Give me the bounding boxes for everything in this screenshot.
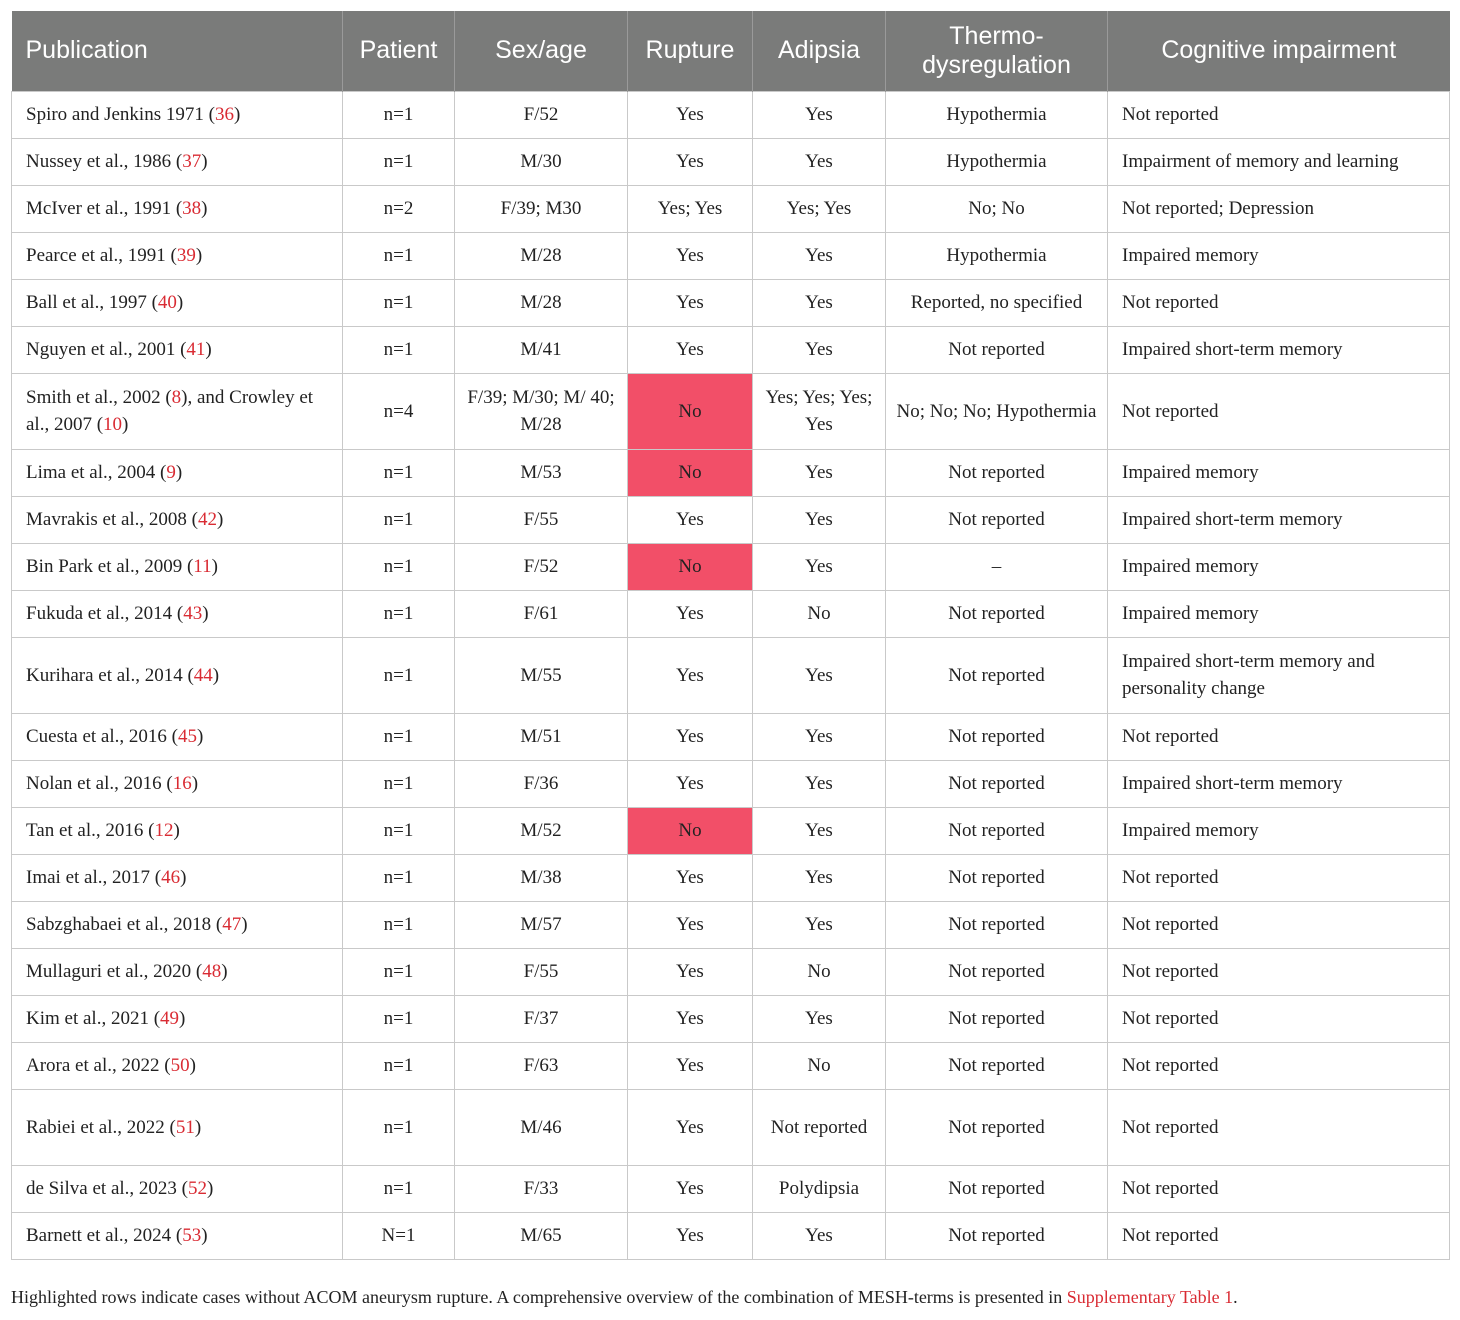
publication-text: Pearce et al., 1991 ( bbox=[26, 245, 177, 266]
cell-cognitive-impairment: Impaired short-term memory and personality change bbox=[1108, 637, 1450, 713]
publication-text: Fukuda et al., 2014 ( bbox=[26, 603, 184, 624]
table-body bbox=[12, 91, 1450, 1259]
cell-sex-age: M/41 bbox=[455, 326, 628, 373]
cell-cognitive-impairment: Impaired memory bbox=[1108, 590, 1450, 637]
publication-text: ) bbox=[175, 462, 183, 483]
cell-adipsia: Yes bbox=[753, 91, 886, 138]
cell-publication bbox=[12, 760, 343, 807]
cell-cognitive-impairment: Impaired memory bbox=[1108, 232, 1450, 279]
publication-text: Smith et al., 2002 ( bbox=[26, 387, 172, 408]
cell-thermodysregulation: Not reported bbox=[886, 449, 1108, 496]
cell-sex-age: M/51 bbox=[455, 713, 628, 760]
cell-publication bbox=[12, 901, 343, 948]
publication-text: ) bbox=[191, 773, 199, 794]
reference-link[interactable]: 47 bbox=[222, 914, 242, 935]
cell-thermodysregulation: No; No bbox=[886, 185, 1108, 232]
table-row bbox=[12, 995, 1450, 1042]
publication-text: ) bbox=[221, 961, 228, 982]
publication-text: ) bbox=[211, 556, 218, 577]
cell-cognitive-impairment: Impaired memory bbox=[1108, 807, 1450, 854]
header-publication: Publication bbox=[12, 11, 343, 91]
cell-publication bbox=[12, 948, 343, 995]
cell-patient: n=1 bbox=[343, 637, 455, 713]
publication-text: Bin Park et al., 2009 ( bbox=[26, 556, 194, 577]
cell-publication bbox=[12, 373, 343, 449]
cell-rupture: No bbox=[628, 807, 753, 854]
publication-text: Arora et al., 2022 ( bbox=[26, 1055, 171, 1076]
cell-sex-age: M/28 bbox=[455, 232, 628, 279]
cell-rupture: Yes bbox=[628, 91, 753, 138]
table-row bbox=[12, 185, 1450, 232]
cell-cognitive-impairment: Impaired short-term memory bbox=[1108, 760, 1450, 807]
cell-adipsia: Yes bbox=[753, 995, 886, 1042]
publication-text: de Silva et al., 2023 ( bbox=[26, 1178, 188, 1199]
publication-text: Spiro and Jenkins 1971 ( bbox=[26, 104, 215, 125]
cell-publication bbox=[12, 1212, 343, 1259]
cell-rupture: Yes bbox=[628, 713, 753, 760]
cell-patient: n=1 bbox=[343, 138, 455, 185]
publication-text: Kim et al., 2021 ( bbox=[26, 1008, 161, 1029]
cell-rupture: Yes bbox=[628, 326, 753, 373]
reference-link[interactable]: 41 bbox=[186, 339, 206, 360]
table-header bbox=[12, 11, 1450, 91]
cell-rupture: Yes bbox=[628, 496, 753, 543]
cell-thermodysregulation: Not reported bbox=[886, 1042, 1108, 1089]
cell-sex-age: M/65 bbox=[455, 1212, 628, 1259]
cell-adipsia: Yes; Yes bbox=[753, 185, 886, 232]
publication-text: Rabiei et al., 2022 ( bbox=[26, 1116, 176, 1138]
table-row bbox=[12, 279, 1450, 326]
publication-text: Cuesta et al., 2016 ( bbox=[26, 726, 178, 747]
cell-publication bbox=[12, 185, 343, 232]
reference-link[interactable]: 48 bbox=[202, 961, 222, 982]
table-row bbox=[12, 449, 1450, 496]
cell-cognitive-impairment: Not reported bbox=[1108, 713, 1450, 760]
cell-publication bbox=[12, 807, 343, 854]
cell-sex-age: M/46 bbox=[455, 1089, 628, 1165]
cell-patient: n=2 bbox=[343, 185, 455, 232]
reference-link[interactable]: 52 bbox=[188, 1178, 207, 1199]
cell-publication bbox=[12, 713, 343, 760]
publication-text: ) bbox=[212, 664, 220, 686]
cell-thermodysregulation: Not reported bbox=[886, 326, 1108, 373]
cell-cognitive-impairment: Impaired short-term memory bbox=[1108, 496, 1450, 543]
reference-link[interactable]: 50 bbox=[170, 1055, 190, 1076]
reference-link[interactable]: 46 bbox=[161, 867, 181, 888]
publication-text: Mavrakis et al., 2008 ( bbox=[26, 509, 199, 530]
reference-link[interactable]: 37 bbox=[182, 151, 202, 172]
cell-rupture: No bbox=[628, 543, 753, 590]
publication-text: McIver et al., 1991 ( bbox=[26, 198, 183, 219]
cell-thermodysregulation: Not reported bbox=[886, 807, 1108, 854]
cell-cognitive-impairment: Impaired memory bbox=[1108, 543, 1450, 590]
cell-rupture: Yes bbox=[628, 1089, 753, 1165]
cell-adipsia: Yes bbox=[753, 1212, 886, 1259]
reference-link[interactable]: 42 bbox=[198, 509, 218, 530]
cell-adipsia: Yes bbox=[753, 543, 886, 590]
table-row bbox=[12, 637, 1450, 713]
cell-sex-age: F/39; M/30; M/ 40; M/28 bbox=[455, 373, 628, 449]
cell-sex-age: F/33 bbox=[455, 1165, 628, 1212]
cell-rupture: Yes bbox=[628, 637, 753, 713]
publication-text: ) bbox=[241, 914, 248, 935]
cell-adipsia: Yes bbox=[753, 760, 886, 807]
table-row bbox=[12, 854, 1450, 901]
cell-patient: n=1 bbox=[343, 279, 455, 326]
cell-thermodysregulation: Hypothermia bbox=[886, 232, 1108, 279]
header-row bbox=[12, 11, 1450, 91]
cell-rupture: Yes bbox=[628, 1165, 753, 1212]
cell-thermodysregulation: Not reported bbox=[886, 901, 1108, 948]
publication-text: Sabzghabaei et al., 2018 ( bbox=[26, 914, 223, 935]
cell-thermodysregulation: No; No; No; Hypothermia bbox=[886, 373, 1108, 449]
table-row bbox=[12, 326, 1450, 373]
cell-sex-age: M/52 bbox=[455, 807, 628, 854]
publication-text: Imai et al., 2017 ( bbox=[26, 867, 162, 888]
reference-link[interactable]: 36 bbox=[214, 104, 234, 125]
cell-adipsia: Yes bbox=[753, 496, 886, 543]
publication-text: ) bbox=[173, 820, 180, 841]
reference-link[interactable]: 51 bbox=[175, 1116, 195, 1138]
header-adipsia: Adipsia bbox=[753, 11, 886, 91]
cell-thermodysregulation: Not reported bbox=[886, 637, 1108, 713]
header-sex-age: Sex/age bbox=[455, 11, 628, 91]
cell-adipsia: No bbox=[753, 1042, 886, 1089]
cell-thermodysregulation: – bbox=[886, 543, 1108, 590]
cell-patient: n=4 bbox=[343, 373, 455, 449]
publication-text: Kurihara et al., 2014 ( bbox=[26, 664, 194, 686]
cell-publication bbox=[12, 326, 343, 373]
cell-patient: n=1 bbox=[343, 807, 455, 854]
cell-adipsia: Yes; Yes; Yes; Yes bbox=[753, 373, 886, 449]
table-row bbox=[12, 590, 1450, 637]
cell-cognitive-impairment: Not reported bbox=[1108, 854, 1450, 901]
publication-text: ) bbox=[205, 339, 212, 360]
publication-text: ) bbox=[176, 292, 184, 313]
cell-publication bbox=[12, 637, 343, 713]
cell-cognitive-impairment: Not reported bbox=[1108, 995, 1450, 1042]
publication-text: ) bbox=[202, 603, 209, 624]
reference-link[interactable]: 43 bbox=[183, 603, 203, 624]
table-row bbox=[12, 91, 1450, 138]
cell-thermodysregulation: Not reported bbox=[886, 854, 1108, 901]
cell-patient: n=1 bbox=[343, 449, 455, 496]
table-row bbox=[12, 1042, 1450, 1089]
publication-text: ) bbox=[201, 1225, 208, 1246]
supplementary-table-link[interactable]: Supplementary Table 1 bbox=[1066, 1287, 1234, 1307]
cell-cognitive-impairment: Not reported bbox=[1108, 1042, 1450, 1089]
reference-link[interactable]: 11 bbox=[193, 556, 212, 577]
cell-thermodysregulation: Hypothermia bbox=[886, 138, 1108, 185]
cell-sex-age: M/38 bbox=[455, 854, 628, 901]
header-thermodysregulation: Thermo- dysregulation bbox=[886, 11, 1108, 91]
cell-patient: n=1 bbox=[343, 901, 455, 948]
table-row bbox=[12, 373, 1450, 449]
header-rupture: Rupture bbox=[628, 11, 753, 91]
cell-cognitive-impairment: Not reported bbox=[1108, 373, 1450, 449]
cell-sex-age: M/57 bbox=[455, 901, 628, 948]
reference-link[interactable]: 38 bbox=[182, 198, 202, 219]
table-row bbox=[12, 1212, 1450, 1259]
cell-adipsia: Yes bbox=[753, 326, 886, 373]
cell-patient: n=1 bbox=[343, 590, 455, 637]
cell-sex-age: F/37 bbox=[455, 995, 628, 1042]
cell-sex-age: M/53 bbox=[455, 449, 628, 496]
reference-link[interactable]: 44 bbox=[193, 664, 213, 686]
cell-sex-age: F/36 bbox=[455, 760, 628, 807]
cell-rupture: Yes bbox=[628, 760, 753, 807]
publication-text: Tan et al., 2016 ( bbox=[26, 820, 155, 841]
cell-rupture: Yes bbox=[628, 901, 753, 948]
reference-link[interactable]: 16 bbox=[172, 773, 192, 794]
cell-adipsia: Yes bbox=[753, 138, 886, 185]
cell-rupture: Yes bbox=[628, 1212, 753, 1259]
cell-thermodysregulation: Hypothermia bbox=[886, 91, 1108, 138]
table-row bbox=[12, 760, 1450, 807]
cell-cognitive-impairment: Not reported bbox=[1108, 1165, 1450, 1212]
cell-patient: n=1 bbox=[343, 760, 455, 807]
cell-rupture: Yes bbox=[628, 138, 753, 185]
cell-thermodysregulation: Not reported bbox=[886, 496, 1108, 543]
cell-rupture: Yes bbox=[628, 948, 753, 995]
publication-text: ) bbox=[195, 245, 203, 266]
reference-link[interactable]: 53 bbox=[182, 1225, 202, 1246]
publication-text: ) bbox=[194, 1116, 202, 1138]
footnote-text: Highlighted rows indicate cases without ACOM aneurysm rupture. A comprehensive overview of the combination of MESH-terms is presented in bbox=[11, 1287, 1067, 1307]
cell-thermodysregulation: Not reported bbox=[886, 590, 1108, 637]
cell-rupture: Yes bbox=[628, 590, 753, 637]
cell-sex-age: F/61 bbox=[455, 590, 628, 637]
footnote-end: . bbox=[1233, 1287, 1238, 1307]
cell-adipsia: No bbox=[753, 590, 886, 637]
cell-sex-age: M/30 bbox=[455, 138, 628, 185]
cell-patient: N=1 bbox=[343, 1212, 455, 1259]
cell-thermodysregulation: Not reported bbox=[886, 948, 1108, 995]
cell-publication bbox=[12, 543, 343, 590]
table-row bbox=[12, 807, 1450, 854]
cell-publication bbox=[12, 1089, 343, 1165]
reference-link[interactable]: 45 bbox=[177, 726, 197, 747]
cell-sex-age: F/52 bbox=[455, 91, 628, 138]
cell-patient: n=1 bbox=[343, 326, 455, 373]
publication-text: Nolan et al., 2016 ( bbox=[26, 773, 173, 794]
cell-thermodysregulation: Not reported bbox=[886, 1212, 1108, 1259]
cell-publication bbox=[12, 1042, 343, 1089]
publication-text: Mullaguri et al., 2020 ( bbox=[26, 961, 203, 982]
cell-adipsia: Yes bbox=[753, 854, 886, 901]
cell-patient: n=1 bbox=[343, 543, 455, 590]
cell-rupture: Yes bbox=[628, 854, 753, 901]
cell-publication bbox=[12, 279, 343, 326]
header-patient: Patient bbox=[343, 11, 455, 91]
reference-link[interactable]: 12 bbox=[154, 820, 174, 841]
table-row bbox=[12, 948, 1450, 995]
cell-adipsia: No bbox=[753, 948, 886, 995]
cell-adipsia: Not reported bbox=[753, 1089, 886, 1165]
cell-cognitive-impairment: Not reported bbox=[1108, 901, 1450, 948]
cell-thermodysregulation: Not reported bbox=[886, 995, 1108, 1042]
cell-sex-age: M/28 bbox=[455, 279, 628, 326]
publication-text: Nguyen et al., 2001 ( bbox=[26, 339, 187, 360]
cell-patient: n=1 bbox=[343, 995, 455, 1042]
cell-rupture: No bbox=[628, 449, 753, 496]
header-cognitive-impairment: Cognitive impairment bbox=[1108, 11, 1450, 91]
publication-text: ), and Crowley et al., 2007 ( bbox=[26, 387, 314, 435]
cell-patient: n=1 bbox=[343, 91, 455, 138]
table-row bbox=[12, 1165, 1450, 1212]
cell-rupture: Yes bbox=[628, 232, 753, 279]
publication-text: ) bbox=[180, 867, 187, 888]
reference-link[interactable]: 40 bbox=[157, 292, 177, 313]
cell-adipsia: Yes bbox=[753, 279, 886, 326]
table-row bbox=[12, 543, 1450, 590]
publication-text: Lima et al., 2004 ( bbox=[26, 462, 167, 483]
cell-sex-age: F/55 bbox=[455, 496, 628, 543]
cell-adipsia: Polydipsia bbox=[753, 1165, 886, 1212]
cell-cognitive-impairment: Not reported bbox=[1108, 948, 1450, 995]
cell-sex-age: M/55 bbox=[455, 637, 628, 713]
cell-publication bbox=[12, 449, 343, 496]
cell-patient: n=1 bbox=[343, 232, 455, 279]
cell-publication bbox=[12, 854, 343, 901]
publication-text: ) bbox=[179, 1008, 186, 1029]
cell-sex-age: F/63 bbox=[455, 1042, 628, 1089]
cell-cognitive-impairment: Not reported bbox=[1108, 1089, 1450, 1165]
reference-link[interactable]: 49 bbox=[160, 1008, 180, 1029]
cell-publication bbox=[12, 1165, 343, 1212]
publication-text: ) bbox=[201, 198, 208, 219]
cell-sex-age: F/52 bbox=[455, 543, 628, 590]
cell-rupture: No bbox=[628, 373, 753, 449]
cell-patient: n=1 bbox=[343, 948, 455, 995]
cell-cognitive-impairment: Impaired memory bbox=[1108, 449, 1450, 496]
cell-adipsia: Yes bbox=[753, 449, 886, 496]
cell-patient: n=1 bbox=[343, 1042, 455, 1089]
cell-cognitive-impairment: Impairment of memory and learning bbox=[1108, 138, 1450, 185]
cell-patient: n=1 bbox=[343, 496, 455, 543]
cell-publication bbox=[12, 138, 343, 185]
cell-sex-age: F/39; M30 bbox=[455, 185, 628, 232]
cell-sex-age: F/55 bbox=[455, 948, 628, 995]
cell-rupture: Yes bbox=[628, 995, 753, 1042]
cell-cognitive-impairment: Not reported bbox=[1108, 279, 1450, 326]
cell-cognitive-impairment: Impaired short-term memory bbox=[1108, 326, 1450, 373]
cell-cognitive-impairment: Not reported; Depression bbox=[1108, 185, 1450, 232]
table-row bbox=[12, 713, 1450, 760]
cell-patient: n=1 bbox=[343, 713, 455, 760]
cell-patient: n=1 bbox=[343, 1165, 455, 1212]
reference-link[interactable]: 8 bbox=[171, 387, 182, 408]
cell-publication bbox=[12, 232, 343, 279]
publication-text: ) bbox=[217, 509, 224, 530]
table-row bbox=[12, 232, 1450, 279]
table-footnote bbox=[11, 1287, 1449, 1308]
cell-rupture: Yes bbox=[628, 1042, 753, 1089]
publication-text: ) bbox=[196, 726, 204, 747]
table-row bbox=[12, 496, 1450, 543]
literature-table bbox=[11, 11, 1450, 1260]
cell-rupture: Yes bbox=[628, 279, 753, 326]
cell-cognitive-impairment: Not reported bbox=[1108, 91, 1450, 138]
publication-text: ) bbox=[233, 104, 241, 125]
cell-adipsia: Yes bbox=[753, 901, 886, 948]
reference-link[interactable]: 39 bbox=[176, 245, 196, 266]
publication-text: ) bbox=[207, 1178, 214, 1199]
cell-patient: n=1 bbox=[343, 1089, 455, 1165]
cell-adipsia: Yes bbox=[753, 713, 886, 760]
publication-text: ) bbox=[201, 151, 208, 172]
cell-rupture: Yes; Yes bbox=[628, 185, 753, 232]
cell-thermodysregulation: Reported, no specified bbox=[886, 279, 1108, 326]
table-row bbox=[12, 1089, 1450, 1165]
publication-text: ) bbox=[122, 414, 129, 435]
publication-text: Barnett et al., 2024 ( bbox=[26, 1225, 183, 1246]
cell-adipsia: Yes bbox=[753, 232, 886, 279]
table-row bbox=[12, 901, 1450, 948]
cell-adipsia: Yes bbox=[753, 807, 886, 854]
cell-thermodysregulation: Not reported bbox=[886, 1165, 1108, 1212]
cell-thermodysregulation: Not reported bbox=[886, 760, 1108, 807]
cell-publication bbox=[12, 590, 343, 637]
cell-publication bbox=[12, 496, 343, 543]
publication-text: ) bbox=[189, 1055, 196, 1076]
table-row bbox=[12, 138, 1450, 185]
publication-text: Nussey et al., 1986 ( bbox=[26, 151, 183, 172]
cell-cognitive-impairment: Not reported bbox=[1108, 1212, 1450, 1259]
cell-publication bbox=[12, 995, 343, 1042]
cell-adipsia: Yes bbox=[753, 637, 886, 713]
reference-link[interactable]: 9 bbox=[166, 462, 176, 483]
cell-patient: n=1 bbox=[343, 854, 455, 901]
publication-text: Ball et al., 1997 ( bbox=[26, 292, 158, 313]
cell-thermodysregulation: Not reported bbox=[886, 1089, 1108, 1165]
cell-publication bbox=[12, 91, 343, 138]
cell-thermodysregulation: Not reported bbox=[886, 713, 1108, 760]
reference-link[interactable]: 10 bbox=[103, 414, 123, 435]
